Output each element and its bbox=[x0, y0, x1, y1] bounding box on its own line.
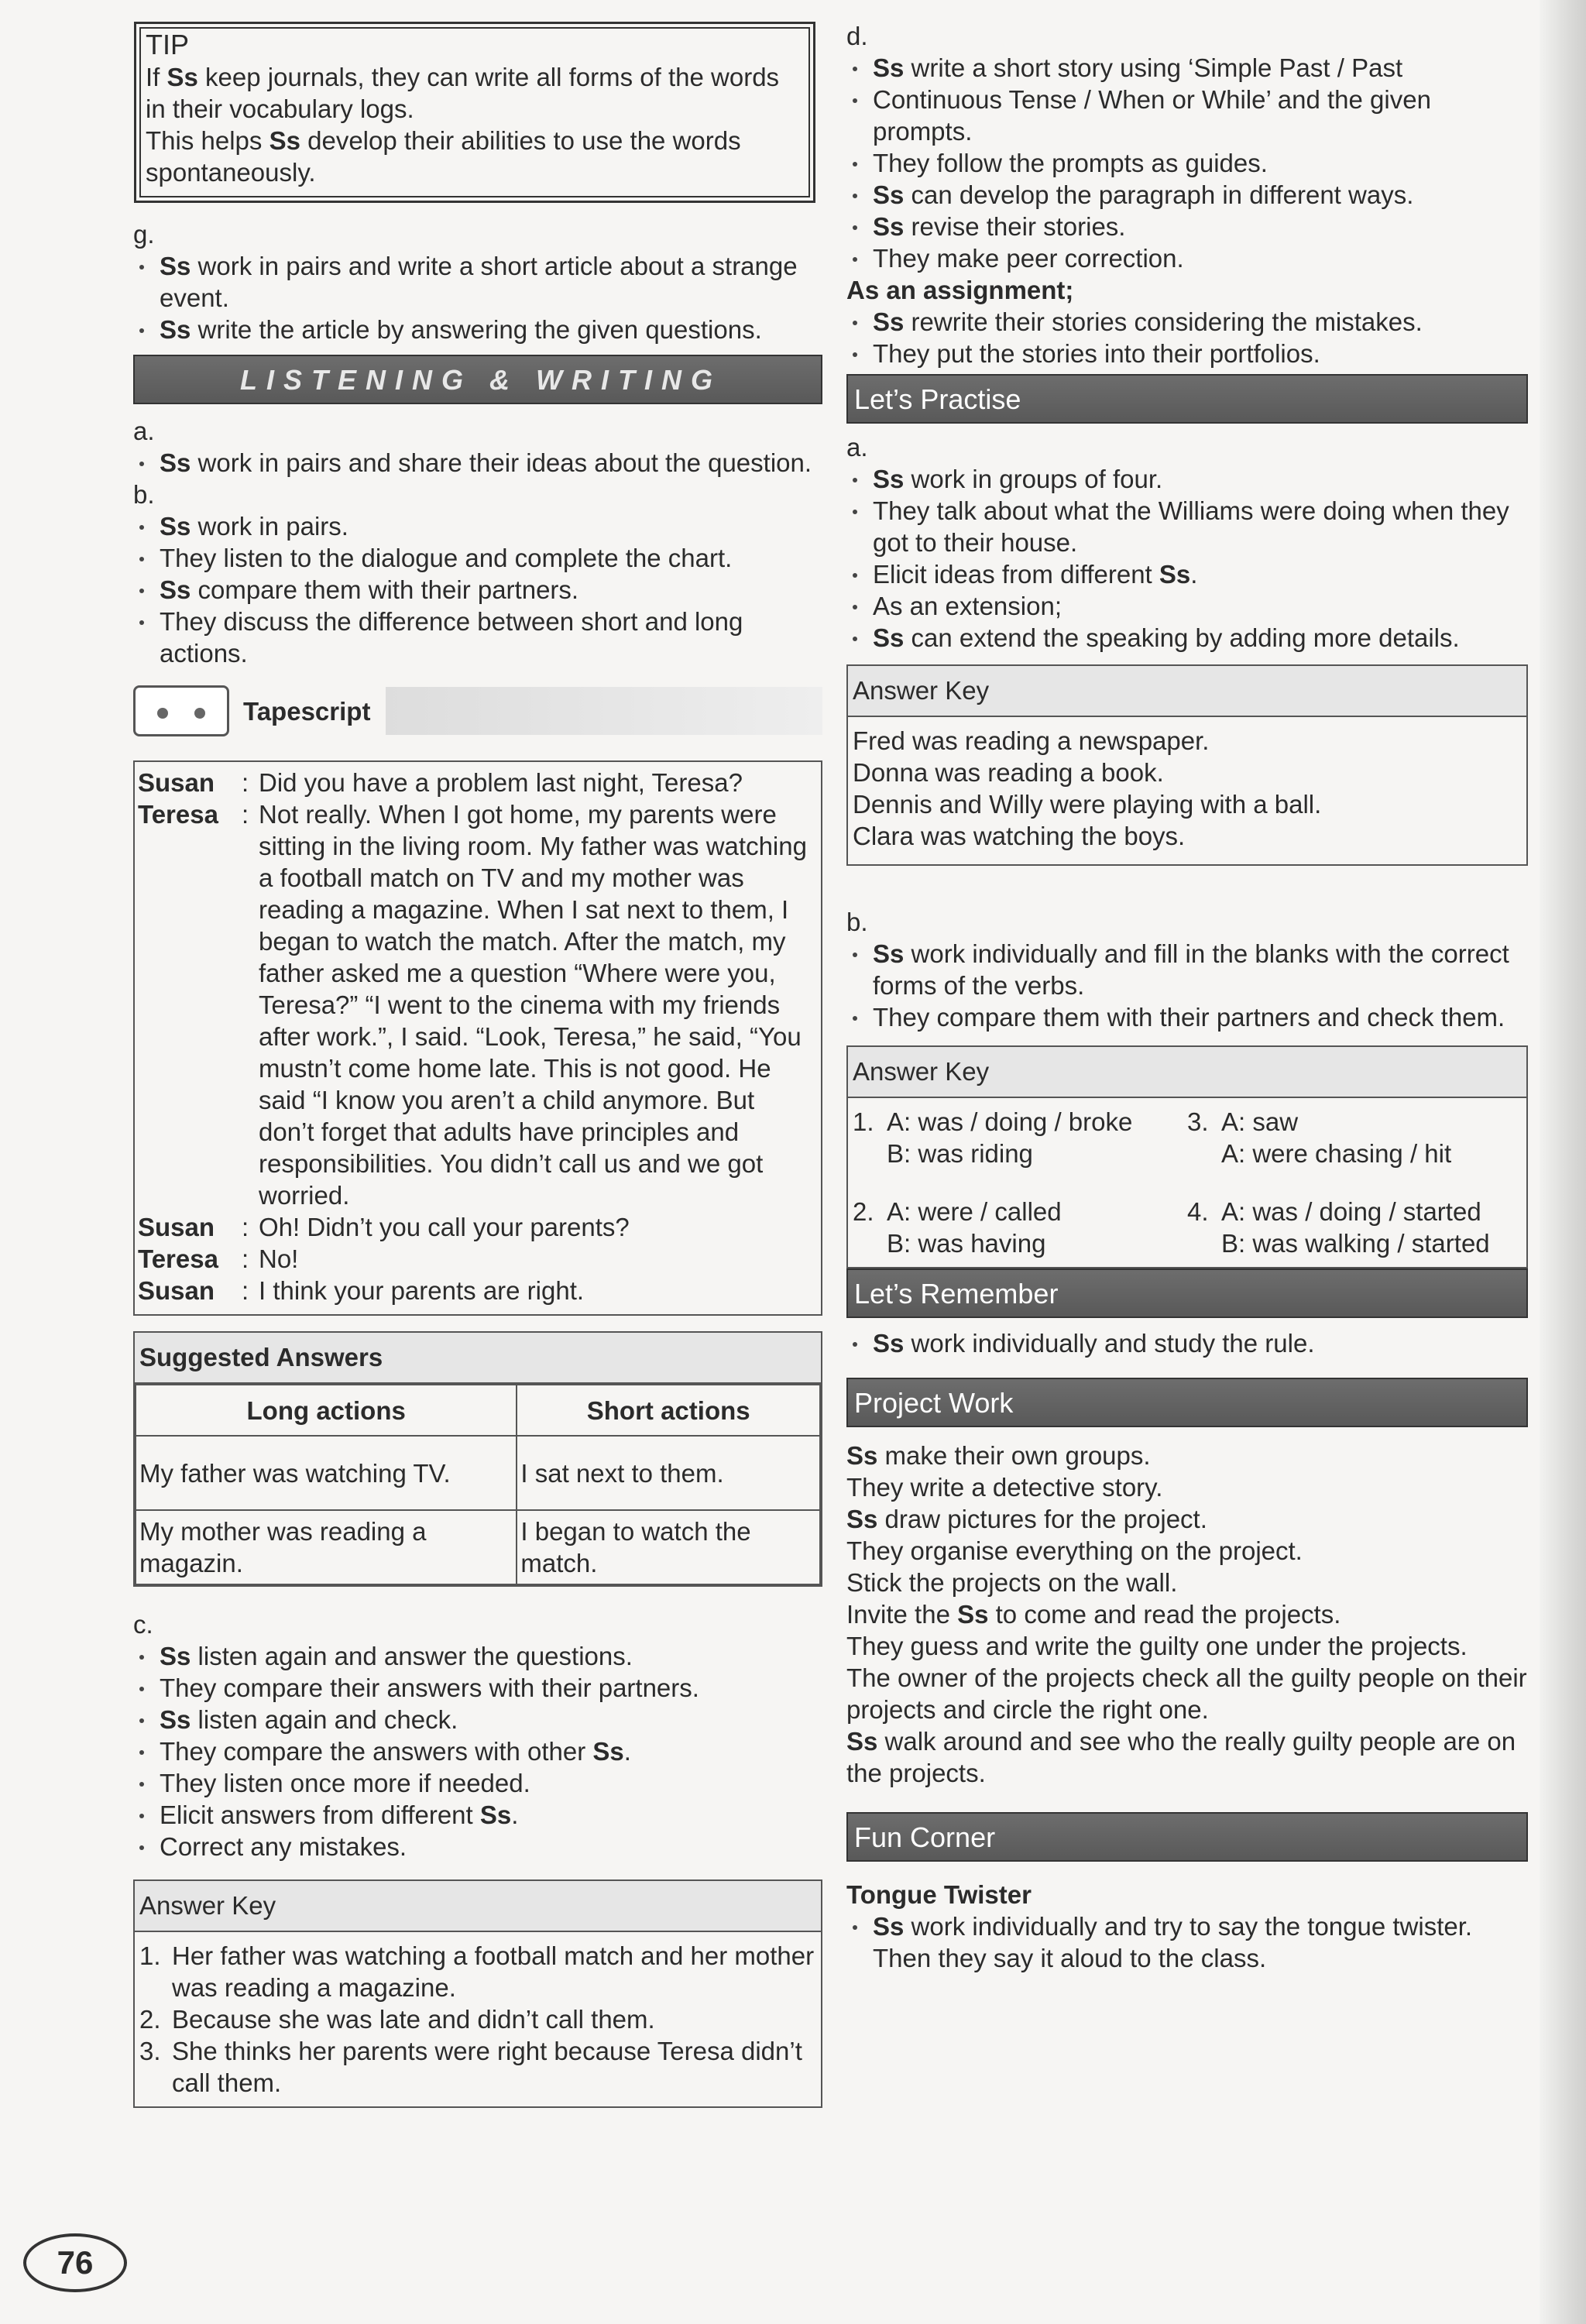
list-item: Ss write a short story using ‘Simple Past / Past bbox=[846, 52, 1528, 84]
section-practise-a bbox=[846, 431, 1528, 654]
section-letter-d: d. bbox=[846, 22, 868, 50]
page-edge-shadow bbox=[1540, 0, 1586, 2324]
list-item: Ss work in groups of four. bbox=[846, 463, 1528, 495]
list-item: Continuous Tense / When or While’ and the given prompts. bbox=[846, 84, 1528, 147]
cassette-tape-icon bbox=[133, 685, 229, 736]
project-line: They write a detective story. bbox=[846, 1473, 1163, 1502]
dialogue-line: Teresa : Not really. When I got home, my parents were sitting in the living room. My father was watching a football match on TV and my mother was reading a magazine. When I sat next to them, I began to watch the match. After the match, my father asked me a question “Where were you, Teresa?” “I went to the cinema with my friends after work.”, I said. “Look, Teresa,” he said, “You mustn’t come home late. This is not good. He said “I know you aren’t a child anymore. But don’t forget that adults have principles and responsibilities. You didn’t call us and we got worried. bbox=[138, 800, 807, 1210]
answer-item: 3. She thinks her parents were right because Teresa didn’t call them. bbox=[139, 2037, 802, 2097]
answer-key-b-box bbox=[846, 1045, 1528, 1268]
answer-item: 3. A: saw A: were chasing / hit bbox=[1187, 1107, 1452, 1168]
list-item: Elicit ideas from different Ss. bbox=[846, 558, 1528, 590]
answer-item: 1. Her father was watching a football match and her mother was reading a magazine. bbox=[139, 1941, 815, 2002]
answer-line: Dennis and Willy were playing with a ball. bbox=[853, 790, 1322, 819]
list-item: Ss work individually and try to say the tongue twister. Then they say it aloud to the class. bbox=[846, 1910, 1528, 1974]
tapescript-header bbox=[133, 683, 822, 739]
project-line: Ss walk around and see who the really guilty people are on the projects. bbox=[846, 1727, 1516, 1787]
list-item: Ss work in pairs and write a short article about a strange event. bbox=[133, 250, 822, 314]
section-letter-a: a. bbox=[133, 417, 155, 445]
tip-line-1: If Ss keep journals, they can write all forms of the words in their vocabulary logs. bbox=[146, 63, 780, 123]
tapescript-label: Tapescript bbox=[243, 696, 371, 726]
list-item: Ss work individually and fill in the blanks with the correct forms of the verbs. bbox=[846, 938, 1528, 1001]
answer-line: Clara was watching the boys. bbox=[853, 822, 1186, 850]
right-column bbox=[846, 20, 1528, 1974]
dialogue-line: Susan : Oh! Didn’t you call your parents? bbox=[138, 1213, 630, 1241]
answer-item: 4. A: was / doing / started B: was walking / started bbox=[1187, 1197, 1490, 1258]
suggested-answers-box bbox=[133, 1331, 822, 1587]
tapescript-bar bbox=[386, 687, 822, 735]
tongue-twister-title: Tongue Twister bbox=[846, 1880, 1032, 1909]
list-item: Ss write the article by answering the given questions. bbox=[133, 314, 822, 345]
tip-line-2: This helps Ss develop their abilities to use the words spontaneously. bbox=[146, 126, 741, 187]
list-item: They talk about what the Williams were doing when they got to their house. bbox=[846, 495, 1528, 558]
project-line: Ss make their own groups. bbox=[846, 1441, 1151, 1470]
list-item: They compare them with their partners and check them. bbox=[846, 1001, 1528, 1033]
list-item: Ss listen again and check. bbox=[133, 1704, 822, 1735]
project-line: They organise everything on the project. bbox=[846, 1536, 1303, 1565]
list-item: Ss compare them with their partners. bbox=[133, 574, 822, 606]
assignment-label: As an assignment; bbox=[846, 276, 1074, 304]
project-line: Ss draw pictures for the project. bbox=[846, 1505, 1207, 1533]
dialogue-line: Teresa : No! bbox=[138, 1244, 299, 1273]
list-item: They compare their answers with their partners. bbox=[133, 1672, 822, 1704]
list-item: Ss work in pairs and share their ideas about the question. bbox=[133, 447, 822, 479]
section-listening-a bbox=[133, 415, 822, 669]
table-row bbox=[136, 1436, 820, 1510]
tip-box bbox=[134, 22, 815, 203]
list-item: They discuss the difference between short and long actions. bbox=[133, 606, 822, 669]
table-cell: My father was watching TV. bbox=[136, 1436, 517, 1510]
lets-remember-banner: Let’s Remember bbox=[846, 1268, 1528, 1318]
page-number: 76 bbox=[23, 2233, 127, 2292]
suggested-answers-table bbox=[135, 1384, 821, 1585]
list-item: They compare the answers with other Ss. bbox=[133, 1735, 822, 1767]
section-letter-a: a. bbox=[846, 433, 868, 462]
listening-writing-banner: LISTENING & WRITING bbox=[133, 355, 822, 404]
table-cell: My mother was reading a magazin. bbox=[136, 1510, 517, 1584]
answer-key-title: Answer Key bbox=[135, 1881, 821, 1932]
answer-item: 1. A: was / doing / broke B: was riding bbox=[853, 1107, 1133, 1168]
answer-line: Donna was reading a book. bbox=[853, 758, 1164, 787]
list-item: Elicit answers from different Ss. bbox=[133, 1799, 822, 1831]
left-column bbox=[133, 218, 822, 2108]
list-item: They listen once more if needed. bbox=[133, 1767, 822, 1799]
project-work-text bbox=[846, 1440, 1528, 1789]
list-item: Ss revise their stories. bbox=[846, 211, 1528, 242]
answer-line: Fred was reading a newspaper. bbox=[853, 726, 1210, 755]
project-line: Stick the projects on the wall. bbox=[846, 1568, 1178, 1597]
section-g bbox=[133, 218, 822, 345]
section-d bbox=[846, 20, 1528, 369]
dialogue-line: Susan : Did you have a problem last night, Teresa? bbox=[138, 768, 743, 797]
dialogue-line: Susan : I think your parents are right. bbox=[138, 1276, 585, 1305]
lets-practise-banner: Let’s Practise bbox=[846, 374, 1528, 424]
answer-item: 2. A: were / called B: was having bbox=[853, 1197, 1062, 1258]
tapescript-dialogue bbox=[133, 760, 822, 1316]
list-item: They follow the prompts as guides. bbox=[846, 147, 1528, 179]
list-item: As an extension; bbox=[846, 590, 1528, 622]
table-row bbox=[136, 1510, 820, 1584]
tip-title: TIP bbox=[146, 29, 190, 60]
answer-item: 2. Because she was late and didn’t call them. bbox=[139, 2005, 655, 2034]
answer-key-title: Answer Key bbox=[848, 1047, 1526, 1098]
answer-key-c-box bbox=[133, 1879, 822, 2108]
table-header: Short actions bbox=[517, 1385, 820, 1436]
list-item: Ss can develop the paragraph in different ways. bbox=[846, 179, 1528, 211]
answer-key-a-box bbox=[846, 664, 1528, 866]
section-letter-g: g. bbox=[133, 220, 155, 249]
list-item: Ss rewrite their stories considering the mistakes. bbox=[846, 306, 1528, 338]
list-item: Ss work individually and study the rule. bbox=[846, 1327, 1528, 1359]
table-header: Long actions bbox=[136, 1385, 517, 1436]
list-item: Correct any mistakes. bbox=[133, 1831, 822, 1862]
project-line: Invite the Ss to come and read the projects. bbox=[846, 1600, 1341, 1629]
section-c bbox=[133, 1608, 822, 1862]
table-cell: I began to watch the match. bbox=[517, 1510, 820, 1584]
section-letter-c: c. bbox=[133, 1610, 153, 1639]
section-letter-b: b. bbox=[846, 908, 868, 936]
project-work-banner: Project Work bbox=[846, 1378, 1528, 1427]
list-item: They put the stories into their portfolios. bbox=[846, 338, 1528, 369]
section-practise-b bbox=[846, 906, 1528, 1033]
answer-key-title: Answer Key bbox=[848, 666, 1526, 717]
list-item: Ss listen again and answer the questions. bbox=[133, 1640, 822, 1672]
table-cell: I sat next to them. bbox=[517, 1436, 820, 1510]
list-item: They make peer correction. bbox=[846, 242, 1528, 274]
project-line: They guess and write the guilty one under the projects. bbox=[846, 1632, 1468, 1660]
project-line: The owner of the projects check all the guilty people on their projects and circle the right one. bbox=[846, 1663, 1527, 1724]
section-letter-b: b. bbox=[133, 480, 155, 509]
suggested-answers-title: Suggested Answers bbox=[135, 1333, 821, 1384]
list-item: Ss can extend the speaking by adding more details. bbox=[846, 622, 1528, 654]
list-item: Ss work in pairs. bbox=[133, 510, 822, 542]
fun-corner-banner: Fun Corner bbox=[846, 1812, 1528, 1862]
list-item: They listen to the dialogue and complete the chart. bbox=[133, 542, 822, 574]
